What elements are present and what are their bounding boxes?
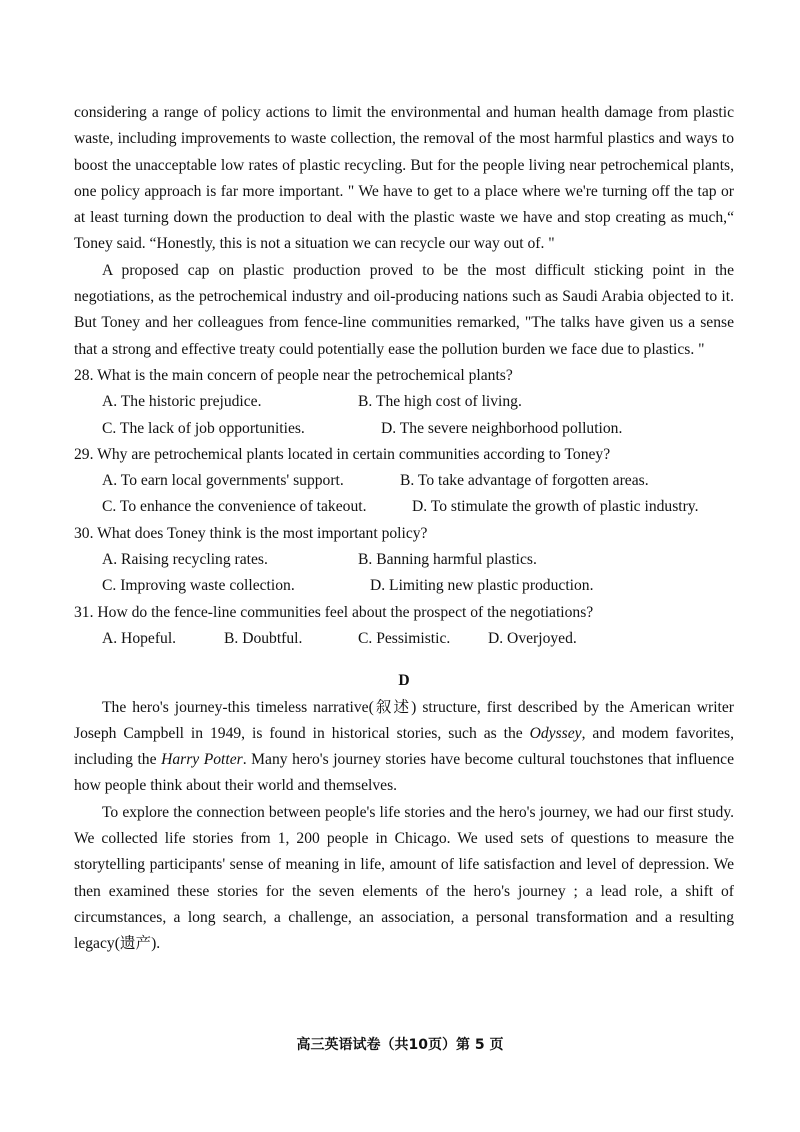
question-stem: 31. How do the fence-line communities feel about the prospect of the negotiations? [74, 603, 594, 621]
text-run: , and modem favorites, including the [74, 724, 735, 769]
question-stem: 29. Why are petrochemical plants located in certain communities according to Toney? [74, 445, 611, 463]
section-heading: D [398, 672, 410, 690]
option-c: C. Improving waste collection. [102, 577, 295, 595]
option-row [74, 416, 734, 442]
option-a: A. Raising recycling rates. [102, 551, 268, 569]
option-b: B. To take advantage of forgotten areas. [400, 472, 649, 490]
option-row [74, 626, 734, 652]
option-a: A. The historic prejudice. [102, 393, 262, 411]
option-d: D. Overjoyed. [488, 629, 577, 647]
question-28 [74, 363, 734, 442]
option-c: C. The lack of job opportunities. [102, 419, 305, 437]
option-c: C. To enhance the convenience of takeout. [102, 498, 367, 516]
question-stem: 28. What is the main concern of people near the petrochemical plants? [74, 366, 513, 384]
passage-paragraph: A proposed cap on plastic production proved to be the most difficult sticking point in the negotiations, as the petrochemical industry and oil-producing nations such as Saudi Arabia objected to it. But Toney and her colleagues from fence-line communities remarked, "The talks have given us a sense that a strong and effective treaty could potentially ease the pollution burden we face due to plastics. " [74, 261, 734, 358]
option-b: B. Doubtful. [224, 629, 303, 647]
option-row [74, 389, 734, 415]
question-stem: 30. What does Toney think is the most important policy? [74, 524, 428, 542]
option-row [74, 494, 734, 520]
book-title: Odyssey [529, 724, 582, 742]
passage-paragraph [74, 695, 734, 800]
option-row [74, 547, 734, 573]
option-row [74, 573, 734, 599]
text-run: The hero's journey-this timeless narrative(叙述) structure, first described by the American writer Joseph Campbell in 1949, is found in historical stories, such as the [74, 698, 734, 742]
option-d: D. Limiting new plastic production. [370, 577, 594, 595]
book-title: Harry Potter [161, 751, 243, 769]
option-d: D. The severe neighborhood pollution. [381, 419, 623, 437]
page-footer: 高三英语试卷（共10页）第 5 页 [296, 1037, 504, 1053]
option-a: A. Hopeful. [102, 629, 177, 647]
text-run: . Many hero's journey stories have become cultural touchstones that influence how people think about their world and themselves. [74, 751, 734, 795]
page-content [74, 100, 734, 958]
option-a: A. To earn local governments' support. [102, 472, 344, 490]
option-c: C. Pessimistic. [358, 629, 451, 647]
option-b: B. The high cost of living. [358, 393, 522, 411]
option-row [74, 468, 734, 494]
passage-paragraph: considering a range of policy actions to limit the environmental and human health damage from plastic waste, including improvements to waste collection, the removal of the most harmful plastics and ways to boost the unacceptable low rates of plastic recycling. But for the people living near petrochemical plants, one policy approach is far more important. " We have to get to a place where we're turning off the tap or at least turning down the production to deal with the plastic waste we have and stop creating as much,“ Toney said. “Honestly, this is not a situation we can recycle our way out of. " [74, 104, 734, 253]
question-29 [74, 442, 734, 521]
option-d: D. To stimulate the growth of plastic industry. [412, 498, 699, 516]
passage-paragraph: To explore the connection between people's life stories and the hero's journey, we had our first study. We collected life stories from 1, 200 people in Chicago. We used sets of questions to measure the storytelling participants' sense of meaning in life, amount of life satisfaction and level of depression. We then examined these stories for the seven elements of the hero's journey ; a lead role, a shift of circumstances, a long search, a challenge, an association, a personal transformation and a resulting legacy(遗产). [74, 803, 734, 953]
option-b: B. Banning harmful plastics. [358, 551, 537, 569]
question-30 [74, 521, 734, 600]
question-31 [74, 600, 734, 653]
